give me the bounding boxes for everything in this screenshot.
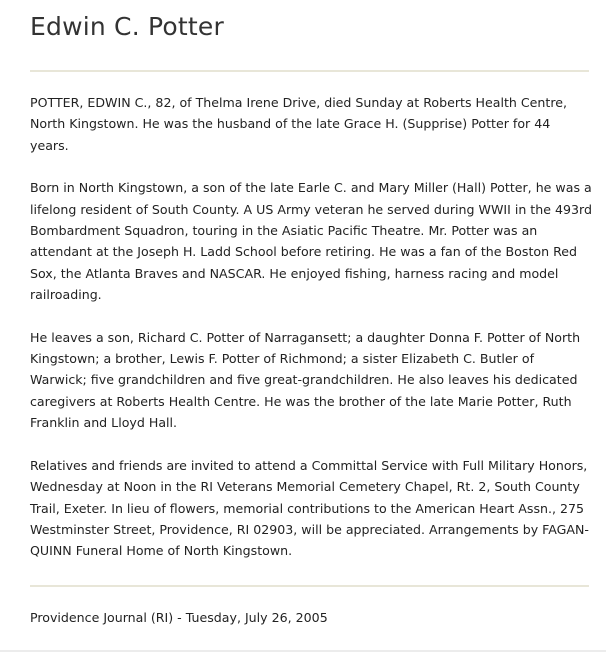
obituary-paragraph-3: He leaves a son, Richard C. Potter of Narragansett; a daughter Donna F. Potter of North Kingstown; a brother, Lewis F. Potter of Richmond; a sister Elizabeth C. Butler of Warwick; five grandchildren and five great-grandchildren. He also leaves his dedicated caregivers at Roberts Health Centre. He was the brother of the late Marie Potter, Ruth Franklin and Lloyd Hall. — [30, 329, 581, 431]
obituary-paragraph-1: POTTER, EDWIN C., 82, of Thelma Irene Drive, died Sunday at Roberts Health Centre, North Kingstown. He was the husband of the late Grace H. (Supprise) Potter for 44 years. — [30, 95, 567, 153]
top-divider — [30, 70, 589, 72]
obituary-paragraph-4: Relatives and friends are invited to attend a Committal Service with Full Military Honors, Wednesday at Noon in the RI Veterans Memorial Cemetery Chapel, Rt. 2, South County Trail, Exeter. In lieu of flowers, memorial contributions to the American Heart Assn., 275 Westminster Street, Providence, RI 02903, will be appreciated. Arrangements by FAGAN-QUINN Funeral Home of North Kingstown. — [30, 457, 589, 559]
page-bottom-border — [0, 650, 606, 652]
page-title: Edwin C. Potter — [30, 12, 224, 41]
source-citation: Providence Journal (RI) - Tuesday, July 26, 2005 — [30, 610, 328, 625]
obituary-paragraph-2: Born in North Kingstown, a son of the late Earle C. and Mary Miller (Hall) Potter, he was a lifelong resident of South County. A US Army veteran he served during WWII in the 493rd Bombardment Squadron, touring in the Asiatic Pacific Theatre. Mr. Potter was an attendant at the Joseph H. Ladd School before retiring. He was a fan of the Boston Red Sox, the Atlanta Braves and NASCAR. He enjoyed fishing, harness racing and model railroading. — [30, 180, 592, 303]
bottom-divider — [30, 585, 589, 587]
obituary-body — [30, 92, 592, 583]
